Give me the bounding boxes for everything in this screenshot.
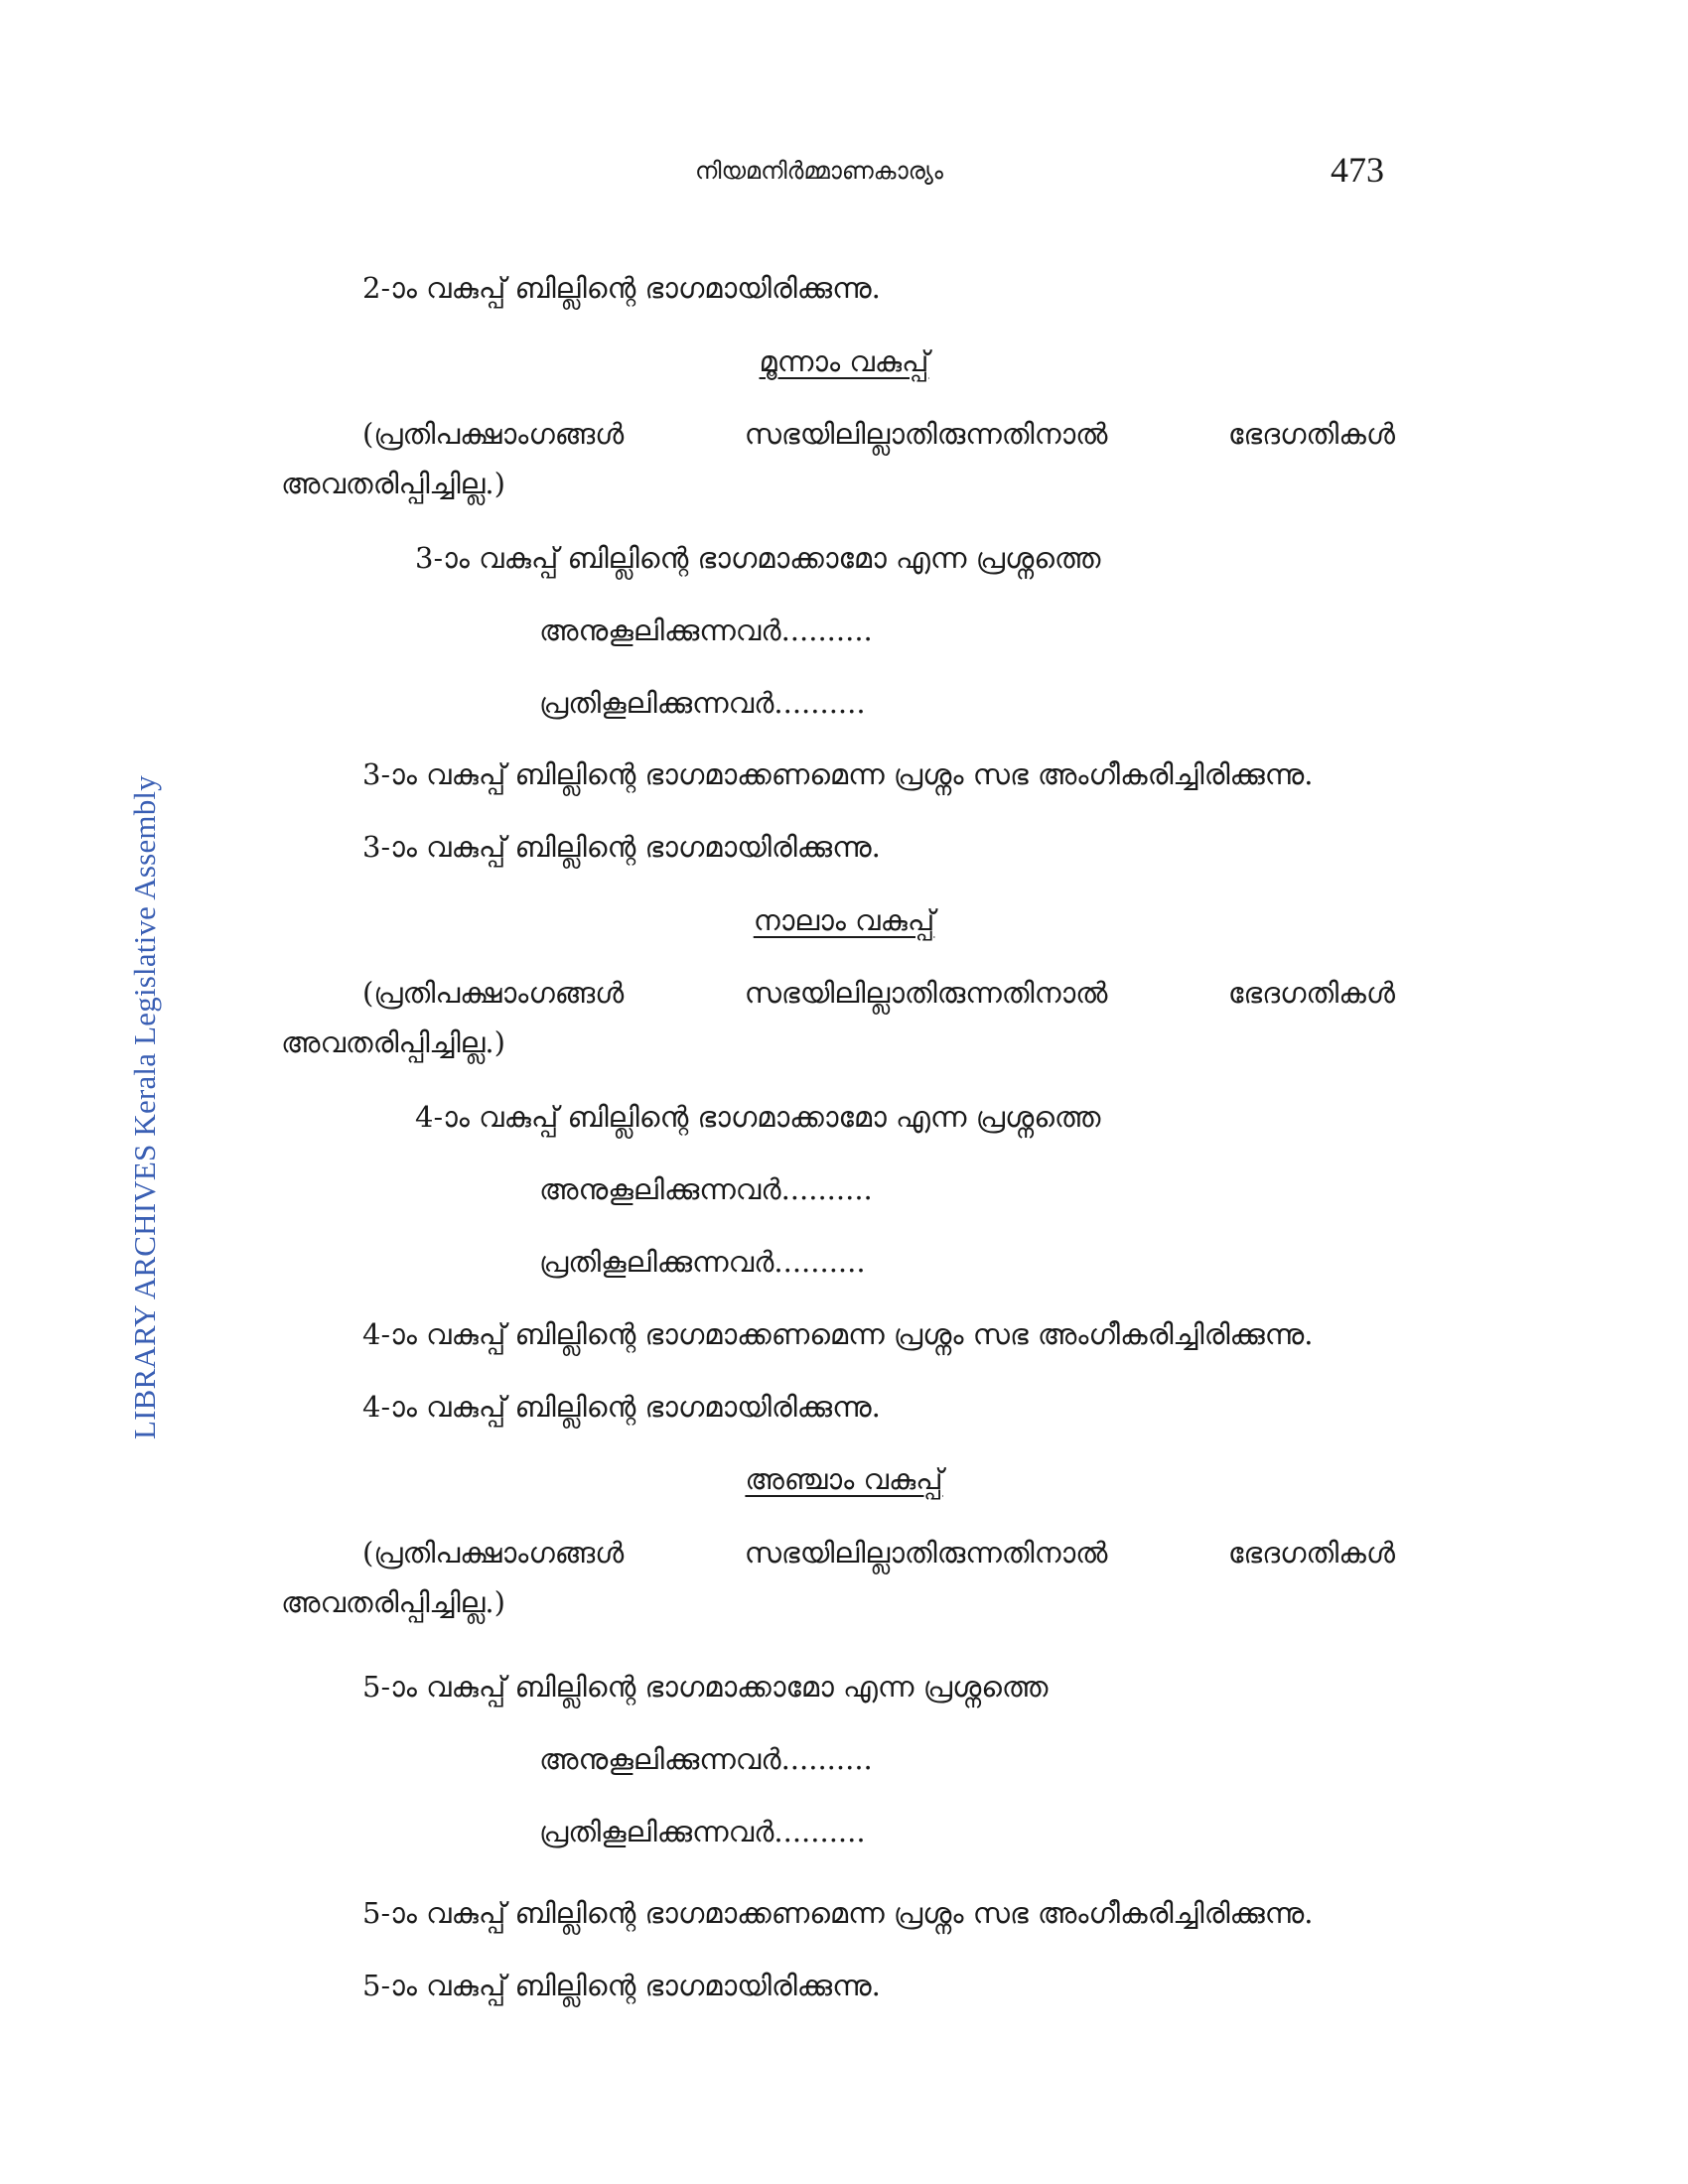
clause5-question: 5-ാം വകുപ്പ് ബില്ലിന്റെ ഭാഗമാക്കാമോ എന്ന പ്രശ്നത്തെ [362, 1670, 1049, 1704]
clause3-against-votes: പ്രതികൂലിക്കുന്നവർ.......... [539, 686, 866, 720]
clause4-against-votes: പ്രതികൂലിക്കുന്നവർ.......... [539, 1245, 866, 1279]
clause4-note-continuation: അവതരിപ്പിച്ചില്ല.) [281, 1025, 505, 1059]
page-number: 473 [1331, 150, 1384, 190]
clause5-final-line: 5-ാം വകുപ്പ് ബില്ലിന്റെ ഭാഗമായിരിക്കുന്നു. [362, 1969, 881, 2002]
archive-watermark: LIBRARY ARCHIVES Kerala Legislative Assembly [127, 775, 162, 1439]
clause5-note-part3: ഭേദഗതികൾ [1227, 1536, 1395, 1570]
clause5-for-votes: അനുകൂലിക്കുന്നവർ.......... [539, 1742, 873, 1776]
clause3-question: 3-ാം വകുപ്പ് ബില്ലിന്റെ ഭാഗമാക്കാമോ എന്ന പ്രശ്നത്തെ [415, 541, 1101, 575]
running-header-title: നിയമനിർമ്മാണകാര്യം [695, 157, 943, 185]
clause4-note-part1: (പ്രതിപക്ഷാംഗങ്ങൾ [362, 976, 625, 1010]
clause4-final-line: 4-ാം വകുപ്പ് ബില്ലിന്റെ ഭാഗമായിരിക്കുന്നു. [362, 1390, 881, 1424]
clause5-note-part1: (പ്രതിപക്ഷാംഗങ്ങൾ [362, 1536, 625, 1570]
clause5-note [362, 1536, 1395, 1570]
clause3-adopted-line: 3-ാം വകുപ്പ് ബില്ലിന്റെ ഭാഗമാക്കണമെന്ന പ്രശ്നം സഭ അംഗീകരിച്ചിരിക്കുന്നു. [362, 757, 1314, 791]
clause3-note-part1: (പ്രതിപക്ഷാംഗങ്ങൾ [362, 417, 625, 451]
clause3-note-part3: ഭേദഗതികൾ [1227, 417, 1395, 451]
clause4-note [362, 976, 1395, 1011]
clause3-heading: മൂന്നാം വകുപ്പ് [759, 344, 929, 378]
clause4-note-part2: സഭയിലില്ലാതിരുന്നതിനാൽ [744, 976, 1108, 1010]
clause5-note-part2: സഭയിലില്ലാതിരുന്നതിനാൽ [744, 1536, 1108, 1570]
clause5-adopted-line: 5-ാം വകുപ്പ് ബില്ലിന്റെ ഭാഗമാക്കണമെന്ന പ്രശ്നം സഭ അംഗീകരിച്ചിരിക്കുന്നു. [362, 1896, 1314, 1930]
clause3-note-part2: സഭയിലില്ലാതിരുന്നതിനാൽ [744, 417, 1108, 451]
clause4-heading: നാലാം വകുപ്പ് [753, 903, 935, 937]
clause5-note-continuation: അവതരിപ്പിച്ചില്ല.) [281, 1585, 505, 1619]
clause4-adopted-line: 4-ാം വകുപ്പ് ബില്ലിന്റെ ഭാഗമാക്കണമെന്ന പ്രശ്നം സഭ അംഗീകരിച്ചിരിക്കുന്നു. [362, 1317, 1314, 1351]
clause5-heading: അഞ്ചാം വകുപ്പ് [745, 1462, 943, 1496]
clause4-for-votes: അനുകൂലിക്കുന്നവർ.......... [539, 1172, 873, 1206]
clause3-final-line: 3-ാം വകുപ്പ് ബില്ലിന്റെ ഭാഗമായിരിക്കുന്നു. [362, 830, 881, 864]
clause4-question: 4-ാം വകുപ്പ് ബില്ലിന്റെ ഭാഗമാക്കാമോ എന്ന പ്രശ്നത്തെ [415, 1100, 1101, 1134]
clause3-note [362, 417, 1395, 452]
clause3-note-continuation: അവതരിപ്പിച്ചില്ല.) [281, 467, 505, 500]
clause4-note-part3: ഭേദഗതികൾ [1227, 976, 1395, 1010]
clause2-final-line: 2-ാം വകുപ്പ് ബില്ലിന്റെ ഭാഗമായിരിക്കുന്നു. [362, 271, 881, 305]
clause5-against-votes: പ്രതികൂലിക്കുന്നവർ.......... [539, 1815, 866, 1848]
clause3-for-votes: അനുകൂലിക്കുന്നവർ.......... [539, 614, 873, 647]
